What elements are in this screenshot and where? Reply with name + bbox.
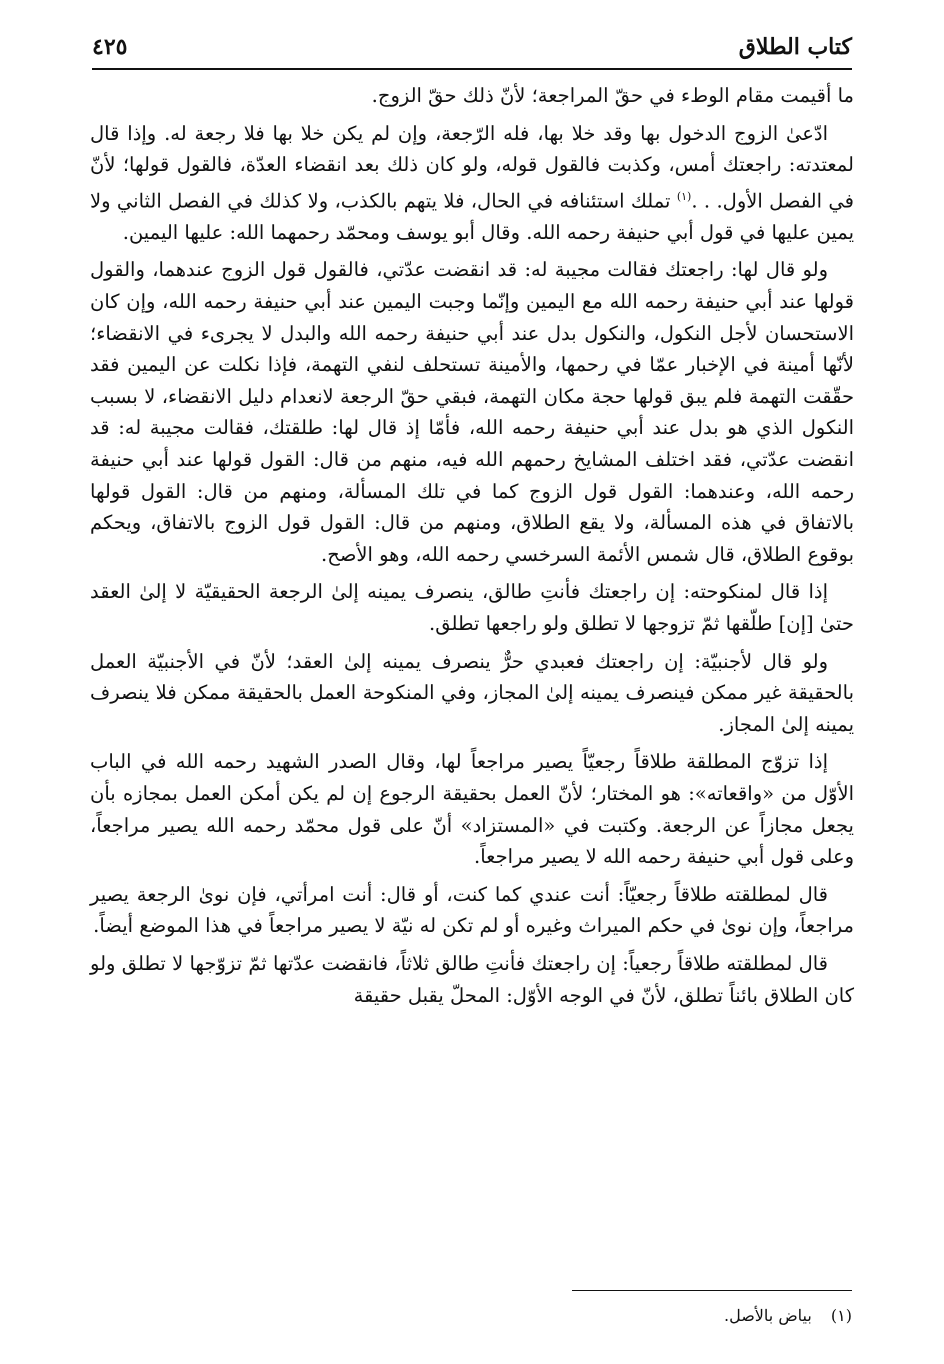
paragraph <box>90 118 854 249</box>
page-number: ٤٢٥ <box>92 34 128 60</box>
paragraph: ما أقيمت مقام الوطء في حقّ المراجعة؛ لأنّ ذلك حقّ الزوج. <box>371 84 854 107</box>
paragraph: ولو قال لها: راجعتك فقالت مجيبة له: قد انقضت عدّتي، فالقول قول الزوج عندهما، والقول قولها عند أبي حنيفة رحمه الله مع اليمين وإنّما وجبت اليمين عند أبي حنيفة رحمه الله، وإن كان الاستحسان لأجل النكول، والنكول بدل عند أبي حنيفة رحمه الله والبدل لا يجرىء في الانقضاء؛ لأنّها أمينة في الإخبار عمّا في رحمها، والأمينة تستحلف لنفي التهمة، فإذا نكلت عن اليمين فقد حقّقت التهمة فلم يبق قولها حجة مكان التهمة، فبقي حقّ الرجعة لانعدام دليل الانقضاء، لا بسبب النكول الذي هو بدل عند أبي حنيفة رحمه الله، فأمّا إذ قال لها: طلقتك، فقالت مجيبة له: قد انقضت عدّتي، فقد اختلف المشايخ رحمهم الله فيه، منهم من قال: القول قولها عند أبي حنيفة رحمه الله، وعندهما: القول قول الزوج كما في تلك المسألة، ومنهم من قال: القول قولها بالاتفاق في هذه المسألة، ولا يقع الطلاق، ومنهم من قال: القول قول الزوج بالاتفاق، ويحكم بوقوع الطلاق، قال شمس الأئمة السرخسي رحمه الله، وهو الأصح. <box>90 258 854 566</box>
paragraph: إذا تزوّج المطلقة طلاقاً رجعيّاً يصير مراجعاً لها، وقال الصدر الشهيد رحمه الله في الباب الأوّل من «واقعاته»: هو المختار؛ لأنّ العمل بحقيقة الرجوع إن لم يكن أمكن العمل بمجازه بأن يجعل مجازاً عن الرجعة. وكتبت في «المستزاد» أنّ على قول محمّد رحمه الله يصير مراجعاً، وعلى قول أبي حنيفة رحمه الله لا يصير مراجعاً. <box>90 750 854 869</box>
footnote-text: بياض بالأصل. <box>723 1306 812 1325</box>
footnote-rule <box>572 1290 852 1291</box>
main-text <box>90 80 854 1017</box>
paragraph-part: تملك استئنافه في الحال، فلا يتهم بالكذب، ولا كذلك في الفصل الثاني ولا يمين عليها في قول أبي حنيفة رحمه الله. وقال أبو يوسف ومحمّد رحمهما الله: عليها اليمين. <box>90 189 854 244</box>
page-header <box>92 30 852 64</box>
footnote-ref: (١) <box>676 189 692 203</box>
paragraph: قال لمطلقته طلاقاً رجعيّاً: أنت عندي كما كنت، أو قال: أنت امرأتي، فإن نوىٰ الرجعة يصير مراجعاً، وإن نوىٰ في حكم الميراث وغيره أو لم تكن له نيّة لا يصير مراجعاً في هذا الموضع أيضاً. <box>90 882 854 938</box>
paragraph-part: ادّعىٰ الزوج الدخول بها وقد خلا بها، فله الرّجعة، وإن لم يكن خلا بها فلا رجعة له. وإذا قال لمعتدته: راجعتك أمس، وكذبت فالقول قوله، ولو كان ذلك بعد انقضاء العدّة، فالقول قولها؛ لأنّ في الفصل الأول. . . <box>90 121 854 213</box>
footnote-number: (١) <box>830 1306 852 1325</box>
header-rule <box>92 68 852 70</box>
paragraph: إذا قال لمنكوحته: إن راجعتك فأنتِ طالق، ينصرف يمينه إلىٰ الرجعة الحقيقيّة لا إلىٰ العقد حتىٰ [إن] طلّقها ثمّ تزوجها لا تطلق ولو راجعها تطلق. <box>90 580 854 635</box>
paragraph: قال لمطلقته طلاقاً رجعياً: إن راجعتك فأنتِ طالق ثلاثاً، فانقضت عدّتها ثمّ تزوّجها لا تطلق ولو كان الطلاق بائناً تطلق، لأنّ في الوجه الأوّل: المحلّ يقبل حقيقة <box>90 951 854 1007</box>
paragraph: ولو قال لأجنبيّة: إن راجعتك فعبدي حرٌّ ينصرف يمينه إلىٰ العقد؛ لأنّ في الأجنبيّة العمل بالحقيقة غير ممكن فينصرف يمينه إلىٰ المجاز، وفي المنكوحة العمل بالحقيقة ممكن فلا ينصرف يمينه إلىٰ المجاز. <box>90 649 854 736</box>
chapter-title: كتاب الطلاق <box>738 34 852 60</box>
footnote <box>92 1304 852 1328</box>
